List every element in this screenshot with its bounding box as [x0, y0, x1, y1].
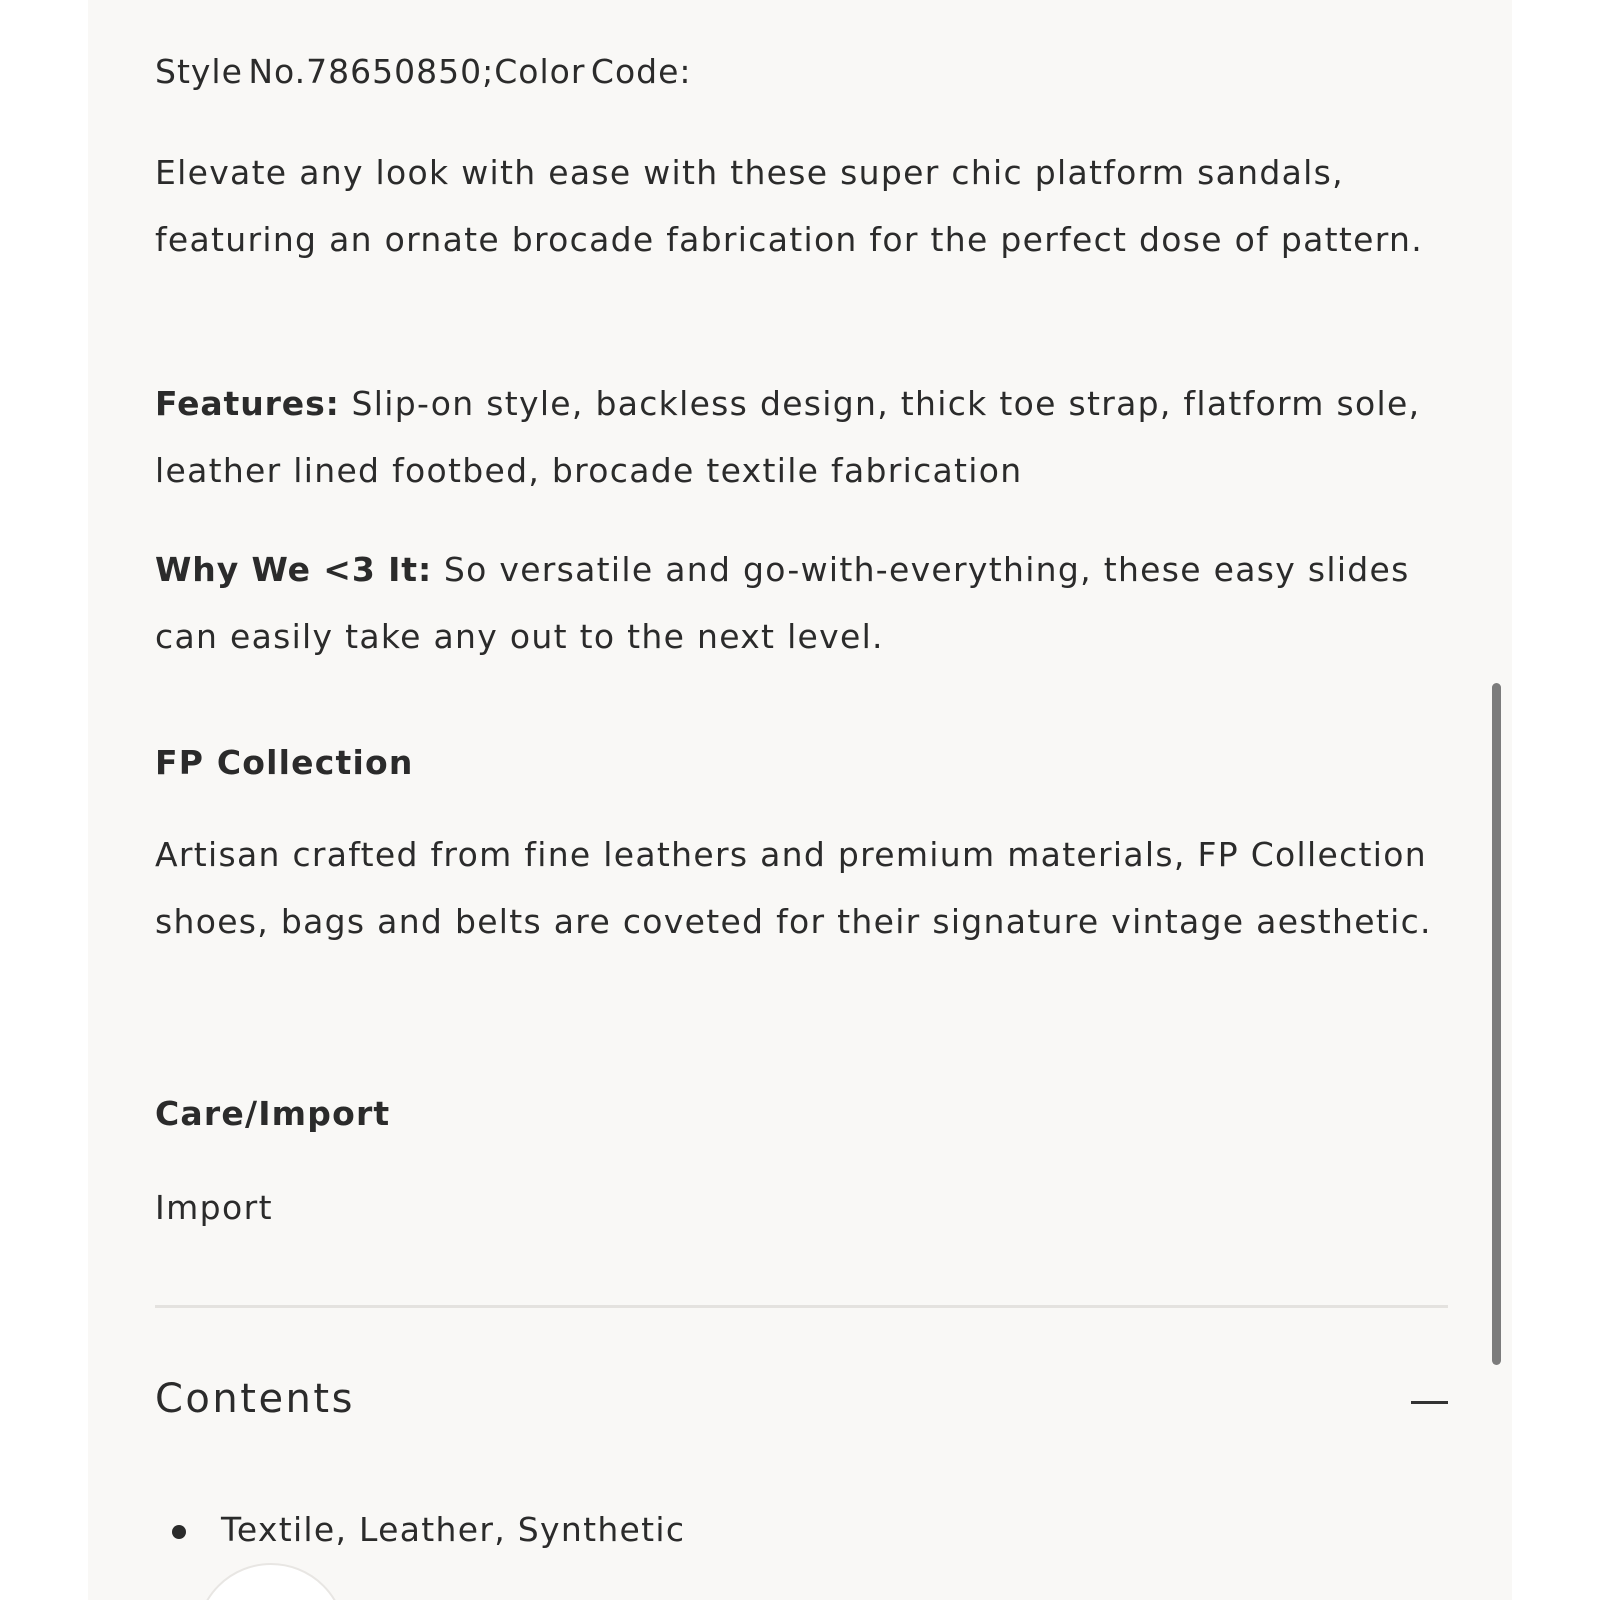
why-we-love-it-paragraph [155, 537, 1470, 670]
scrollbar-thumb[interactable] [1492, 683, 1501, 1365]
style-number-line: Style No.78650850;Color Code: [155, 52, 692, 91]
fp-collection-heading: FP Collection [155, 743, 414, 782]
list-item [155, 1510, 685, 1549]
features-label: Features: [155, 384, 340, 423]
fp-collection-text: Artisan crafted from fine leathers and premium materials, FP Collection shoes, bags and belts are coveted for their signature vintage aesthetic. [155, 835, 1432, 941]
care-import-heading: Care/Import [155, 1094, 391, 1133]
color-code-label: Color Code: [494, 52, 692, 91]
features-text: Slip-on style, backless design, thick toe strap, flatform sole, leather lined footbed, brocade textile fabrication [155, 384, 1421, 490]
contents-list [155, 1510, 685, 1549]
product-description: Elevate any look with ease with these super chic platform sandals, featuring an ornate brocade fabrication for the perfect dose of pattern. [155, 153, 1424, 259]
why-label: Why We <3 It: [155, 550, 433, 589]
contents-accordion-header[interactable] [155, 1370, 1448, 1430]
contents-title: Contents [155, 1376, 355, 1422]
bullet-icon [172, 1525, 186, 1539]
style-label: Style No. [155, 52, 307, 91]
product-details-panel [88, 0, 1512, 1600]
contents-item-text: Textile, Leather, Synthetic [221, 1510, 686, 1549]
floating-chat-button[interactable] [196, 1563, 346, 1600]
style-number: 78650850 [306, 52, 483, 91]
section-divider [155, 1305, 1448, 1308]
why-text: So versatile and go-with-everything, these easy slides can easily take any out to the next level. [155, 550, 1410, 656]
features-paragraph [155, 371, 1470, 504]
collapse-minus-icon[interactable] [1411, 1401, 1448, 1404]
care-import-text: Import [155, 1188, 273, 1227]
